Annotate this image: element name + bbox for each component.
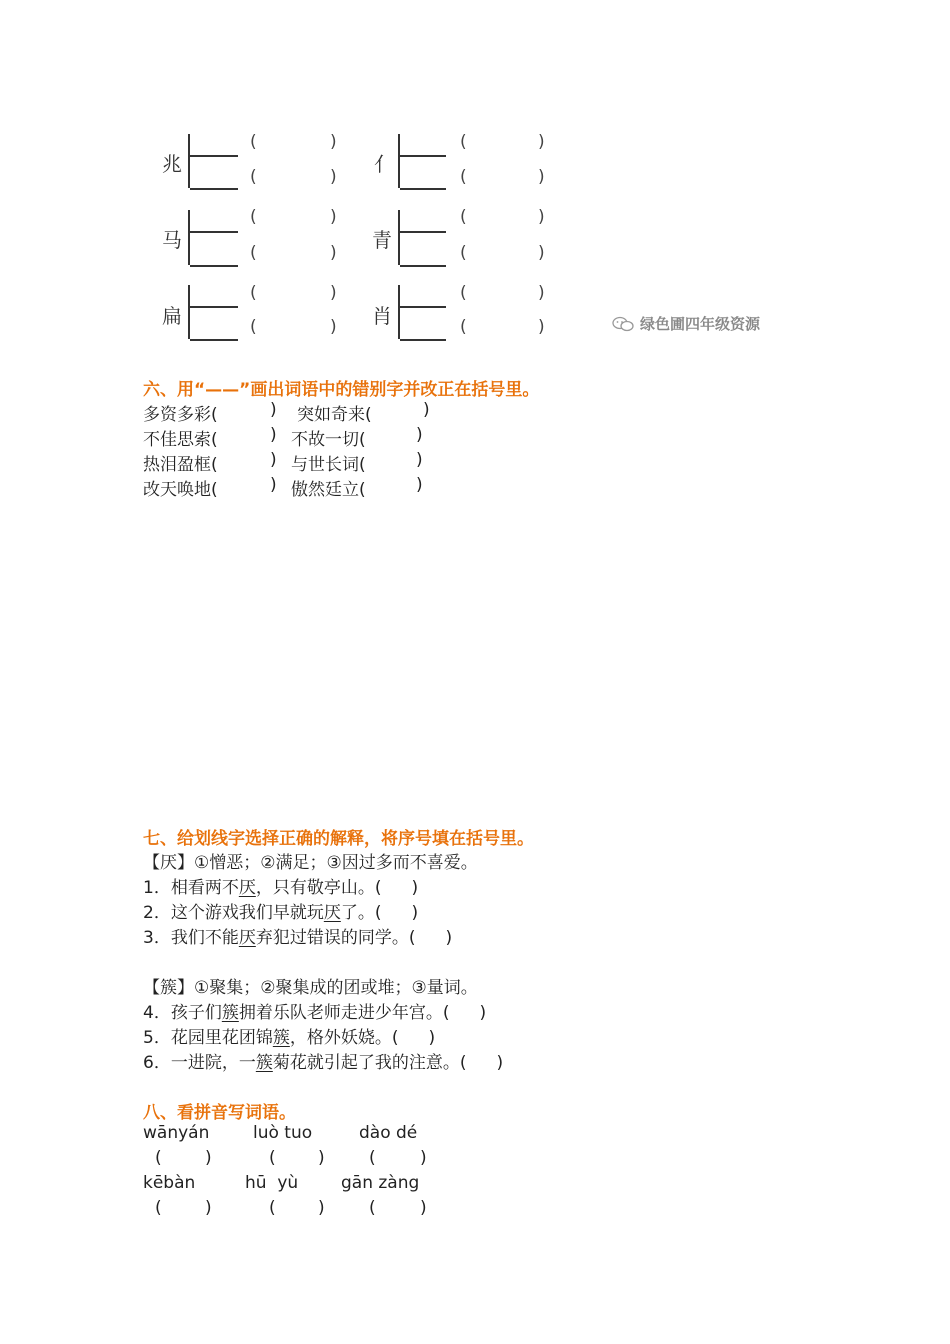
phrase-b: 不故一切( <box>291 430 366 450</box>
phrase-a: 多资多彩( <box>143 405 218 425</box>
pinyin: dào dé <box>359 1123 418 1143</box>
section8-heading: 八、看拼音写词语。 <box>143 1103 296 1123</box>
answer-paren-open: ( <box>369 1148 376 1168</box>
answer-paren-close: ) <box>330 207 337 227</box>
brace-line <box>190 188 238 190</box>
question-6 <box>143 1048 503 1073</box>
answer-paren-close: ) <box>205 1198 212 1218</box>
radical-char: 肖 <box>372 304 392 328</box>
underlined-char: 簇 <box>272 1028 290 1048</box>
question-text: 了。( <box>340 903 382 923</box>
question-text: ，格外妖娆。( <box>289 1028 399 1048</box>
answer-paren-close: ) <box>318 1198 325 1218</box>
paren-close: ) <box>411 903 419 923</box>
answer-paren-close: ) <box>538 317 545 337</box>
watermark <box>612 313 760 334</box>
paren-close: ) <box>416 450 423 470</box>
question-text: 3．我们不能 <box>143 928 239 948</box>
answer-paren-close: ) <box>318 1148 325 1168</box>
underlined-char: 厌 <box>238 928 256 948</box>
brace <box>398 210 414 265</box>
answer-paren-close: ) <box>420 1198 427 1218</box>
pinyin: luò tuo <box>253 1123 313 1143</box>
radical-char: 亻 <box>374 152 394 176</box>
answer-paren-close: ) <box>330 243 337 263</box>
answer-paren-open: ( <box>460 317 467 337</box>
radical-char: 扁 <box>162 304 182 328</box>
paren-close: ) <box>416 425 423 445</box>
answer-paren-open: ( <box>250 317 257 337</box>
paren-close: ) <box>270 400 277 420</box>
answer-paren-close: ) <box>538 283 545 303</box>
answer-paren-close: ) <box>330 167 337 187</box>
answer-paren-open: ( <box>369 1198 376 1218</box>
answer-paren-open: ( <box>155 1198 162 1218</box>
watermark-text: 绿色圃四年级资源 <box>640 315 761 333</box>
answer-paren-close: ) <box>330 317 337 337</box>
question-2 <box>143 898 418 923</box>
brace <box>188 285 204 339</box>
brace <box>188 134 204 188</box>
answer-paren-open: ( <box>460 207 467 227</box>
answer-paren-open: ( <box>460 283 467 303</box>
paren-close: ) <box>270 475 277 495</box>
answer-paren-close: ) <box>420 1148 427 1168</box>
brace-line <box>400 155 446 157</box>
answer-paren-close: ) <box>538 243 545 263</box>
paren-close: ) <box>416 475 423 495</box>
pinyin: wānyán <box>143 1123 210 1143</box>
answer-paren-close: ) <box>330 283 337 303</box>
paren-close: ) <box>496 1053 504 1073</box>
answer-paren-open: ( <box>250 132 257 152</box>
brace-line <box>400 339 446 341</box>
paren-close: ) <box>423 400 430 420</box>
brace <box>188 210 204 265</box>
answer-paren-close: ) <box>538 207 545 227</box>
radical-char: 青 <box>372 228 392 252</box>
answer-paren-open: ( <box>269 1198 276 1218</box>
phrase-b: 傲然廷立( <box>291 480 366 500</box>
answer-paren-open: ( <box>460 243 467 263</box>
section6-heading: 六、用“——”画出词语中的错别字并改正在括号里。 <box>143 380 540 400</box>
paren-close: ) <box>270 425 277 445</box>
underlined-char: 簇 <box>255 1053 273 1073</box>
brace-line <box>190 155 238 157</box>
section7-heading: 七、给划线字选择正确的解释，将序号填在括号里。 <box>143 829 534 849</box>
phrase-b: 突如奇来( <box>297 405 372 425</box>
question-text: 拥着乐队老师走进少年宫。( <box>238 1003 450 1023</box>
question-text: 1．相看两不 <box>143 878 239 898</box>
paren-close: ) <box>270 450 277 470</box>
brace-line <box>190 231 238 233</box>
question-text: 5．花园里花团锦 <box>143 1028 273 1048</box>
answer-paren-open: ( <box>269 1148 276 1168</box>
question-1 <box>143 873 418 898</box>
pinyin: kēbàn <box>143 1173 196 1193</box>
question-text: 2．这个游戏我们早就玩 <box>143 903 324 923</box>
answer-paren-open: ( <box>250 243 257 263</box>
definition-cu: 【簇】①聚集；②聚集成的团或堆；③量词。 <box>143 978 478 998</box>
brace <box>398 134 414 188</box>
paren-close: ) <box>479 1003 487 1023</box>
answer-paren-open: ( <box>250 167 257 187</box>
brace-line <box>400 231 446 233</box>
answer-paren-close: ) <box>330 132 337 152</box>
answer-paren-open: ( <box>250 207 257 227</box>
question-text: 菊花就引起了我的注意。( <box>272 1053 467 1073</box>
radical-char: 兆 <box>162 152 182 176</box>
answer-paren-close: ) <box>538 132 545 152</box>
question-text: ，只有敬亭山。( <box>255 878 382 898</box>
answer-paren-open: ( <box>460 167 467 187</box>
underlined-char: 厌 <box>238 878 256 898</box>
question-5 <box>143 1023 435 1048</box>
phrase-a: 不佳思索( <box>143 430 218 450</box>
question-text: 6．一进院，一 <box>143 1053 256 1073</box>
brace-line <box>190 306 238 308</box>
answer-paren-close: ) <box>538 167 545 187</box>
paren-close: ) <box>428 1028 436 1048</box>
underlined-char: 厌 <box>323 903 341 923</box>
paren-close: ) <box>445 928 453 948</box>
brace-line <box>400 265 446 267</box>
radical-char: 马 <box>162 228 182 252</box>
phrase-a: 改天唤地( <box>143 480 218 500</box>
brace <box>398 285 414 339</box>
brace-line <box>190 265 238 267</box>
brace-line <box>400 306 446 308</box>
definition-yan: 【厌】①憎恶；②满足；③因过多而不喜爱。 <box>143 853 478 873</box>
question-text: 4．孩子们 <box>143 1003 222 1023</box>
answer-paren-open: ( <box>250 283 257 303</box>
brace-line <box>400 188 446 190</box>
phrase-b: 与世长词( <box>291 455 366 475</box>
underlined-char: 簇 <box>221 1003 239 1023</box>
answer-paren-close: ) <box>205 1148 212 1168</box>
pinyin: gān zàng <box>341 1173 420 1193</box>
answer-paren-open: ( <box>460 132 467 152</box>
question-3 <box>143 923 452 948</box>
phrase-a: 热泪盈框( <box>143 455 218 475</box>
answer-paren-open: ( <box>155 1148 162 1168</box>
wechat-icon <box>612 316 634 332</box>
pinyin: hū yù <box>245 1173 299 1193</box>
brace-line <box>190 339 238 341</box>
paren-close: ) <box>411 878 419 898</box>
question-text: 弃犯过错误的同学。( <box>255 928 416 948</box>
question-4 <box>143 998 486 1023</box>
